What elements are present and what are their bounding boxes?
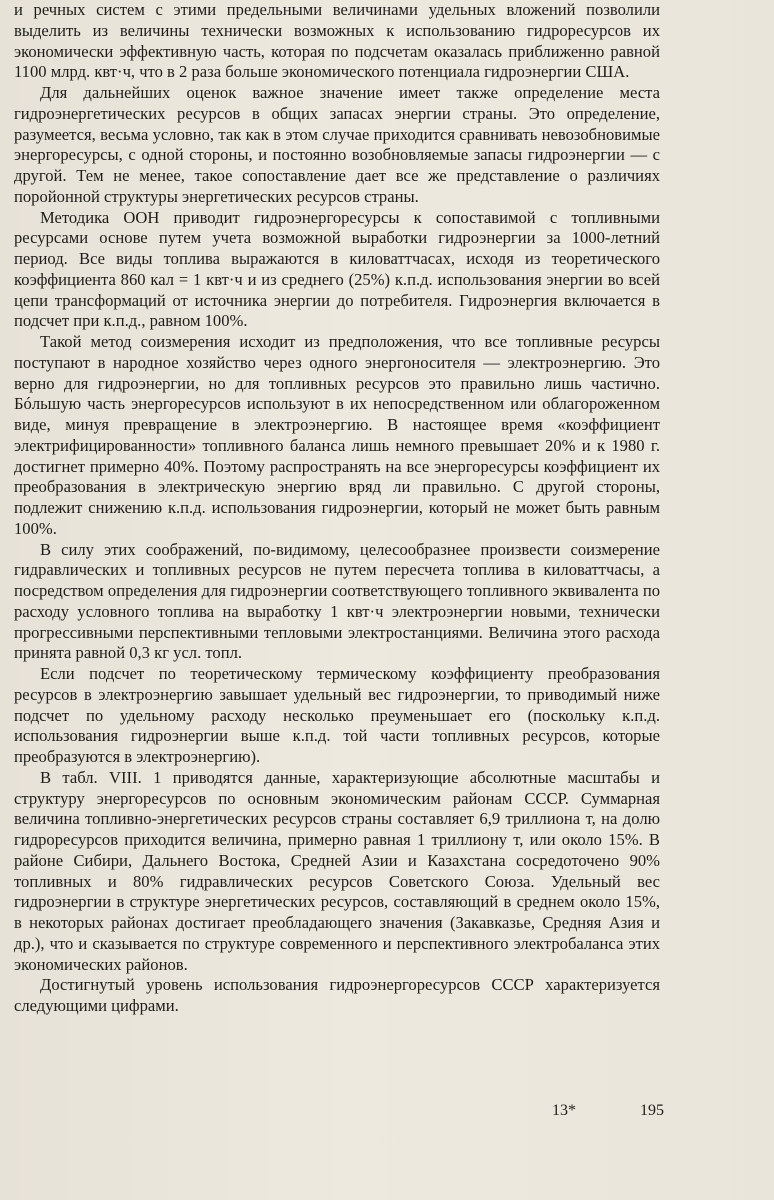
page-number: 195 xyxy=(640,1102,664,1119)
paragraph: Достигнутый уровень использования гидроэнергоресурсов СССР характеризуется следующими цифрами. xyxy=(14,975,660,1015)
paragraph: Для дальнейших оценок важное значение имеет также определение места гидроэнергетических ресурсов в общих запасах энергии страны. Это определение, разумеется, весьма условно, так как в этом случае приходится сравнивать невозобновимые энергоресурсы, с одной стороны, и постоянно возобновляемые запасы гидроэнергии — с другой. Тем не менее, такое сопоставление дает все же представление о различиях поройонной структуры энергетических ресурсов страны. xyxy=(14,83,660,206)
page-footer xyxy=(0,1102,774,1126)
paragraph: и речных систем с этими предельными величинами удельных вложений позволили выделить из величины технически возможных к использованию гидроресурсов их экономически эффективную часть, которая по подсчетам оказалась приближенно равной 1100 млрд. квт·ч, что в 2 раза больше экономического потенциала гидроэнергии США. xyxy=(14,0,660,82)
paragraph: В табл. VIII. 1 приводятся данные, характеризующие абсолютные масштабы и структуру энергоресурсов по основным экономическим районам СССР. Суммарная величина топливно-энергетических ресурсов страны составляет 6,9 триллиона т, на долю гидроресурсов приходится величина, примерно равная 1 триллиону т, или около 15%. В районе Сибири, Дальнего Востока, Средней Азии и Казахстана сосредоточено 90% топливных и 80% гидравлических ресурсов Советского Союза. Удельный вес гидроэнергии в структуре энергетических ресурсов, составляющий в среднем около 15%, в некоторых районах достигает преобладающего значения (Закавказье, Средняя Азия и др.), что и сказывается по структуре современного и перспективного электробаланса этих экономических районов. xyxy=(14,767,660,974)
text-column xyxy=(14,0,660,1017)
paragraph: Такой метод соизмерения исходит из предположения, что все топливные ресурсы поступают в народное хозяйство через одного энергоносителя — электроэнергию. Это верно для гидроэнергии, но для топливных ресурсов это правильно лишь частично. Бóльшую часть энергоресурсов используют в их непосредственном или облагороженном виде, минуя превращение в электроэнергию. В настоящее время «коэффициент электрифицированности» топливного баланса лишь немного превышает 20% и к 1980 г. достигнет примерно 40%. Поэтому распространять на все энергоресурсы коэффициент их преобразования в электрическую энергию вряд ли правильно. С другой стороны, подлежит снижению к.п.д. использования гидроэнергии, который не может быть равным 100%. xyxy=(14,332,660,538)
paragraph: В силу этих соображений, по-видимому, целесообразнее произвести соизмерение гидравлических и топливных ресурсов не путем пересчета топлива в киловаттчасы, а посредством определения для гидроэнергии соответствующего топливного эквивалента по расходу условного топлива на выработку 1 квт·ч электроэнергии новыми, технически прогрессивными перспективными тепловыми электростанциями. Величина этого расхода принята равной 0,3 кг усл. топл. xyxy=(14,539,660,663)
paragraph: Если подсчет по теоретическому термическому коэффициенту преобразования ресурсов в электроэнергию завышает удельный вес гидроэнергии, то приводимый ниже подсчет по удельному расходу несколько преуменьшает его (поскольку к.п.д. использования гидроэнергии выше к.п.д. той части топливных ресурсов, которые преобразуются в электроэнергию). xyxy=(14,664,660,766)
paragraph: Методика ООН приводит гидроэнергоресурсы к сопоставимой с топливными ресурсами основе путем учета возможной выработки гидроэнергии за 1000-летний период. Все виды топлива выражаются в киловаттчасах, исходя из теоретического коэффициента 860 кал = 1 квт·ч и из среднего (25%) к.п.д. использования энергии во всей цепи трансформаций от источника энергии до потребителя. Гидроэнергия включается в подсчет при к.п.д., равном 100%. xyxy=(14,207,660,331)
signature-mark: 13* xyxy=(552,1102,576,1119)
